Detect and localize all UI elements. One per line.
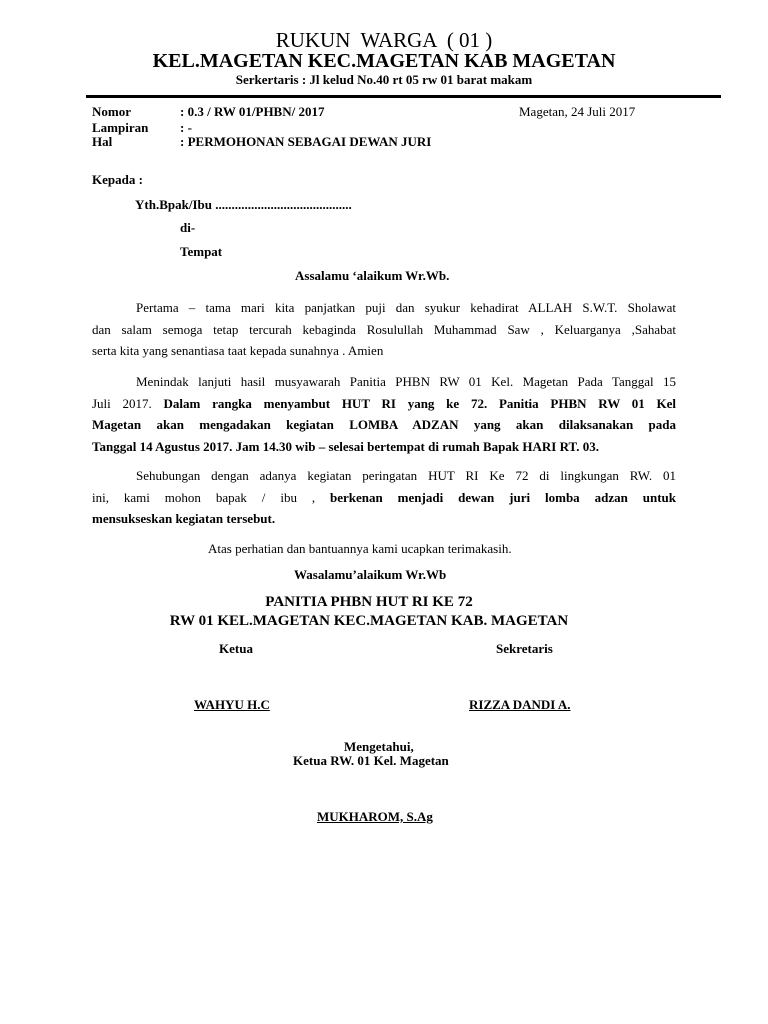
paragraph-opening-line2: dan salam semoga tetap tercurah kebaginda Rosulullah Muhammad Saw , Keluarganya ,Sahabat	[92, 321, 676, 337]
recipient-tempat: Tempat	[180, 244, 223, 259]
paragraph-opening-line3: serta kita yang senantiasa taat kepada sunahnya . Amien	[92, 343, 384, 358]
nomor-label: Nomor	[92, 104, 131, 119]
paragraph-event-line2-bold: Dalam rangka menyambut HUT RI yang ke 72. Panitia PHBN RW 01 Kel	[163, 395, 676, 411]
paragraph-opening	[92, 297, 676, 362]
paragraph-request	[92, 465, 676, 530]
paragraph-opening-line1: Pertama – tama mari kita panjatkan puji dan syukur kehadirat ALLAH S.W.T. Sholawat	[136, 300, 676, 315]
paragraph-event-line3: Magetan akan mengadakan kegiatan LOMBA ADZAN yang akan dilaksanakan pada	[92, 417, 676, 432]
kepada-label: Kepada :	[92, 172, 143, 187]
paragraph-request-line2-bold: berkenan menjadi dewan juri lomba adzan untuk	[330, 489, 676, 505]
paragraph-event-line2-date: Juli 2017.	[92, 395, 164, 411]
letterhead-line1: RUKUN WARGA ( 01 )	[275, 28, 493, 52]
ketua-name: WAHYU H.C	[194, 697, 270, 712]
letterhead-address: Serkertaris : Jl kelud No.40 rt 05 rw 01 barat makam	[235, 72, 533, 87]
paragraph-request-line3: mensukseskan kegiatan tersebut.	[92, 511, 276, 526]
greeting: Assalamu ‘alaikum Wr.Wb.	[295, 268, 450, 283]
paragraph-request-line1: Sehubungan dengan adanya kegiatan peringatan HUT RI Ke 72 di lingkungan RW. 01	[136, 468, 676, 483]
ketua-title: Ketua	[219, 641, 253, 656]
paragraph-request-line2	[92, 487, 676, 509]
rw-name: MUKHAROM, S.Ag	[317, 809, 433, 824]
closing-salutation: Wasalamu’alaikum Wr.Wb	[294, 567, 447, 582]
header-divider	[86, 95, 721, 98]
lampiran-value: : -	[180, 120, 192, 135]
committee-line2: RW 01 KEL.MAGETAN KEC.MAGETAN KAB. MAGETAN	[169, 613, 569, 629]
recipient-line: Yth.Bpak/Ibu ..........................................	[135, 197, 352, 212]
sekretaris-title: Sekretaris	[496, 641, 553, 656]
recipient-di: di-	[180, 220, 196, 235]
rw-title: Ketua RW. 01 Kel. Magetan	[293, 753, 449, 768]
letterhead-line2: KEL.MAGETAN KEC.MAGETAN KAB MAGETAN	[152, 50, 616, 72]
paragraph-request-line2-start: ini, kami mohon bapak / ibu ,	[92, 489, 331, 505]
paragraph-event-line4: Tanggal 14 Agustus 2017. Jam 14.30 wib – selesai bertempat di rumah Bapak HARI RT. 03.	[92, 438, 599, 454]
paragraph-event	[92, 371, 676, 457]
committee-line1: PANITIA PHBN HUT RI KE 72	[265, 594, 473, 610]
paragraph-event-line1: Menindak lanjuti hasil musyawarah Panitia PHBN RW 01 Kel. Magetan Pada Tanggal 15	[136, 374, 676, 389]
paragraph-event-line2	[92, 393, 676, 415]
sekretaris-name: RIZZA DANDI A.	[469, 697, 571, 712]
thanks-line: Atas perhatian dan bantuannya kami ucapkan terimakasih.	[208, 541, 512, 556]
nomor-value: : 0.3 / RW 01/PHBN/ 2017	[180, 104, 325, 119]
mengetahui-label: Mengetahui,	[344, 739, 414, 754]
hal-label: Hal	[92, 134, 113, 149]
lampiran-label: Lampiran	[92, 120, 149, 135]
hal-value: : PERMOHONAN SEBAGAI DEWAN JURI	[180, 134, 432, 149]
place-date: Magetan, 24 Juli 2017	[519, 104, 636, 119]
